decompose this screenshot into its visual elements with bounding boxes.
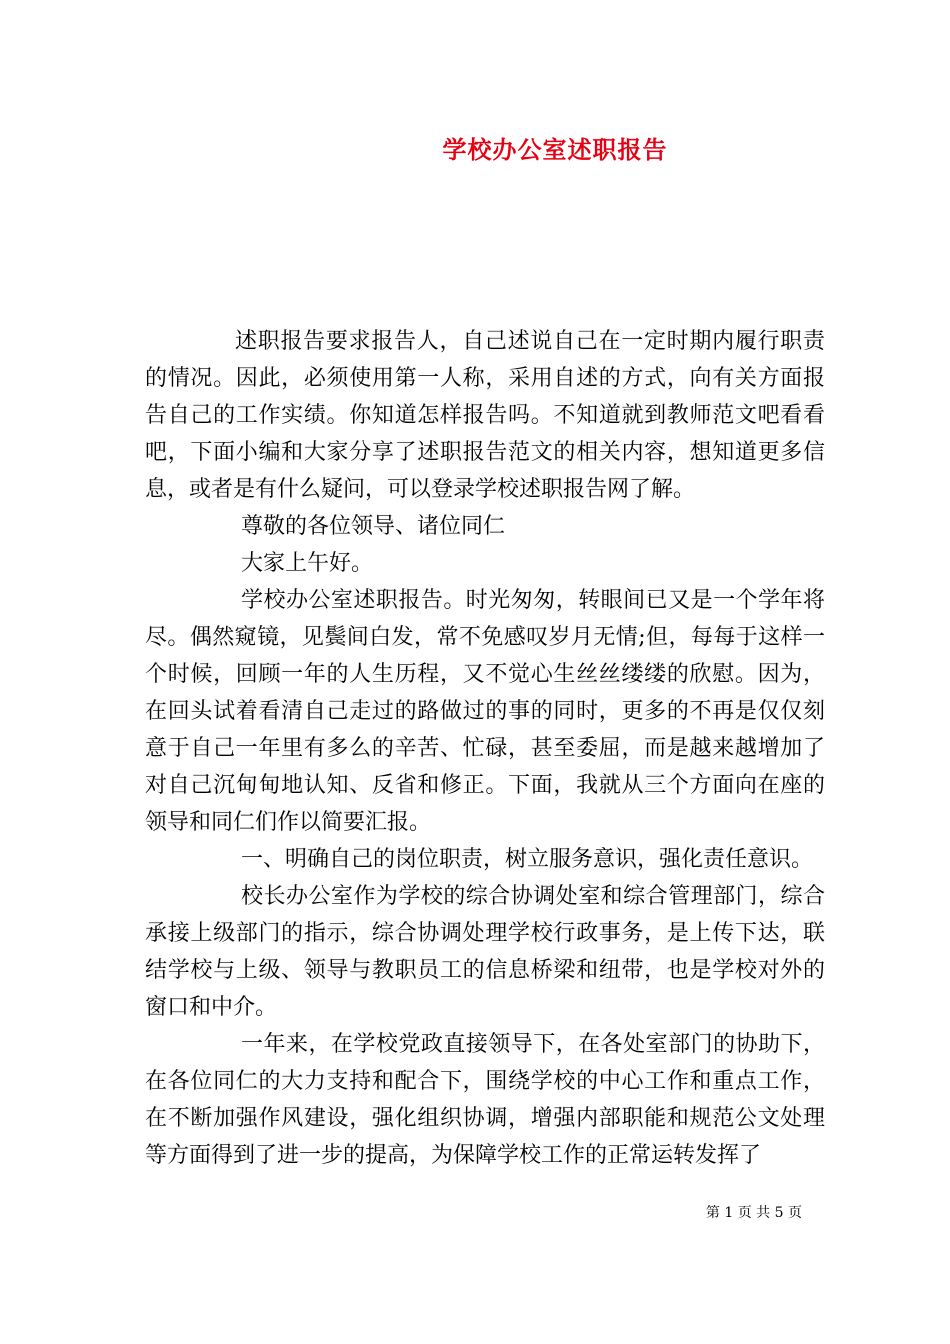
page-number-footer: 第 1 页 共 5 页 [705, 1205, 802, 1221]
paragraph-opening: 学校办公室述职报告。时光匆匆，转眼间已又是一个学年将尽。偶然窥镜，见鬓间白发，常不免感叹岁月无情;但，每每于这样一个时候，回顾一年的人生历程，又不觉心生丝丝缕缕的欣慰。因为，在回头试着看清自己走过的路做过的事的同时，更多的不再是仅仅刻意于自己一年里有多么的辛苦、忙碌，甚至委屈，而是越来越增加了对自己沉甸甸地认知、反省和修正。下面，我就从三个方面向在座的领导和同仁们作以简要汇报。 [145, 588, 825, 835]
document-title: 学校办公室述职报告 [442, 135, 668, 164]
paragraph-intro: 述职报告要求报告人，自己述说自己在一定时期内履行职责的情况。因此，必须使用第一人称，采用自述的方式，向有关方面报告自己的工作实绩。你知道怎样报告吗。不知道就到教师范文吧看看吧，下面小编和大家分享了述职报告范文的相关内容，想知道更多信息，或者是有什么疑问，可以登录学校述职报告网了解。 [145, 329, 825, 502]
paragraph-office-role: 校长办公室作为学校的综合协调处室和综合管理部门，综合承接上级部门的指示，综合协调处理学校行政事务，是上传下达，联结学校与上级、领导与教职员工的信息桥梁和纽带，也是学校对外的窗口和中介。 [145, 884, 825, 1020]
paragraph-salutation: 尊敬的各位领导、诸位同仁 [241, 514, 506, 539]
paragraph-greeting: 大家上午好。 [241, 551, 374, 576]
document-body [145, 323, 825, 1174]
paragraph-year-review: 一年来，在学校党政直接领导下，在各处室部门的协助下，在各位同仁的大力支持和配合下，围绕学校的中心工作和重点工作，在不断加强作风建设，强化组织协调，增强内部职能和规范公文处理等方面得到了进一步的提高，为保障学校工作的正常运转发挥了 [145, 1032, 825, 1168]
paragraph-section-heading: 一、明确自己的岗位职责，树立服务意识，强化责任意识。 [241, 847, 814, 872]
